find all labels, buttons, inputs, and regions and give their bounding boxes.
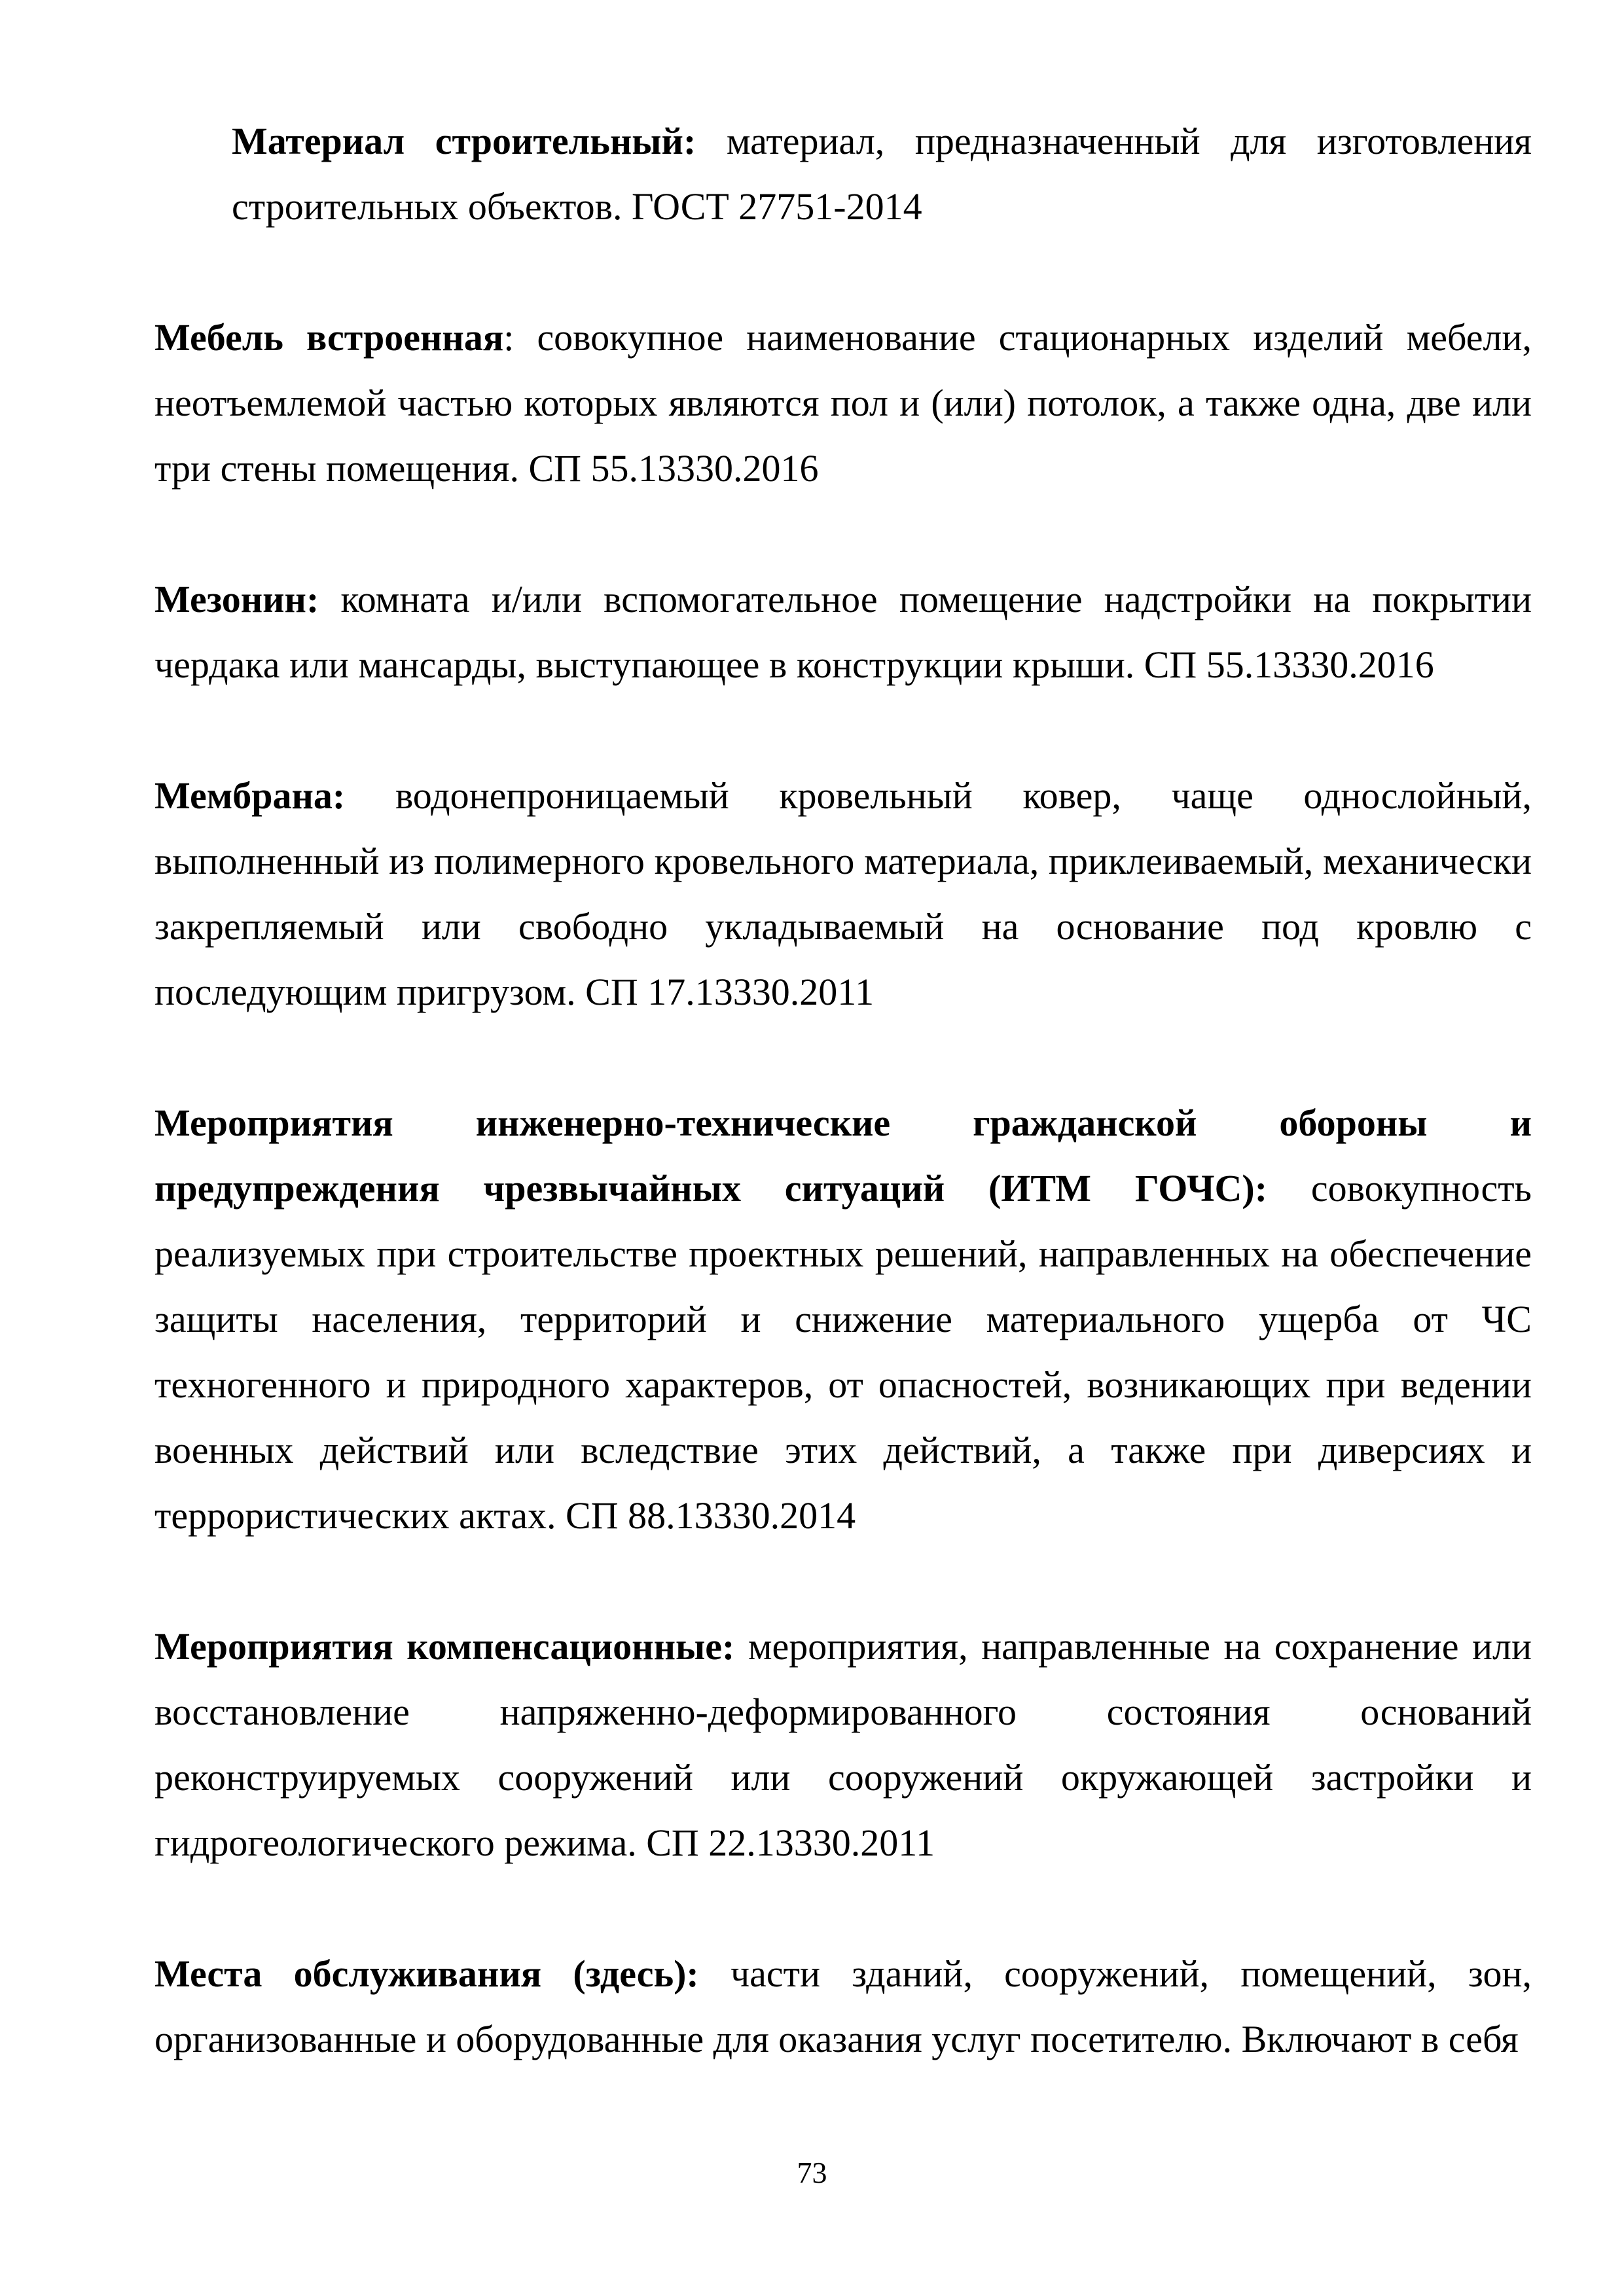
glossary-entry-membrane <box>154 763 1532 1025</box>
entry-term: Места обслуживания (здесь): <box>154 1952 699 1995</box>
entry-definition: совокупность реализуемых при строительстве проектных решений, направленных на обеспечение защиты населения, территорий и снижение материального ущерба от ЧС техногенного и природного характеров, от опасностей, возникающих при ведении военных действий или вследствие этих действий, а также при диверсиях и террористических актах. СП 88.13330.2014 <box>154 1167 1532 1537</box>
entry-definition: мероприятия, направленные на сохранение или восстановление напряженно-деформированного состояния оснований реконструируемых сооружений или сооружений окружающей застройки и гидрогеологического режима. СП 22.13330.2011 <box>154 1625 1532 1864</box>
glossary-entry-civil-defense-measures <box>154 1090 1532 1549</box>
entry-term: Мероприятия компенсационные: <box>154 1625 735 1668</box>
entry-term: Мебель встроенная <box>154 316 504 359</box>
glossary-entry-compensation-measures <box>154 1614 1532 1876</box>
glossary-entry-material <box>232 109 1532 240</box>
entry-term: Мезонин: <box>154 578 319 620</box>
entry-definition: комната и/или вспомогательное помещение надстройки на покрытии чердака или мансарды, выступающее в конструкции крыши. СП 55.13330.2016 <box>154 578 1532 686</box>
page-number: 73 <box>797 2156 827 2189</box>
entry-term: Материал строительный: <box>232 120 696 162</box>
entry-term: Мероприятия инженерно-технические гражданской обороны и предупреждения чрезвычайных ситуаций (ИТМ ГОЧС): <box>154 1102 1532 1210</box>
glossary-entry-furniture <box>154 305 1532 501</box>
entry-definition: части зданий, сооружений, помещений, зон, организованные и оборудованные для оказания услуг посетителю. Включают в себя <box>154 1952 1532 2060</box>
entry-definition: материал, предназначенный для изготовления строительных объектов. ГОСТ 27751-2014 <box>232 120 1532 228</box>
glossary-entry-mezzanine <box>154 567 1532 698</box>
entry-term: Мембрана: <box>154 774 346 817</box>
entry-definition: водонепроницаемый кровельный ковер, чаще однослойный, выполненный из полимерного кровельного материала, приклеиваемый, механически закрепляемый или свободно укладываемый на основание под кровлю с последующим пригрузом. СП 17.13330.2011 <box>154 774 1532 1013</box>
glossary-entry-service-places <box>154 1941 1532 2072</box>
entry-definition: : совокупное наименование стационарных изделий мебели, неотъемлемой частью которых являются пол и (или) потолок, а также одна, две или три стены помещения. СП 55.13330.2016 <box>154 316 1532 490</box>
